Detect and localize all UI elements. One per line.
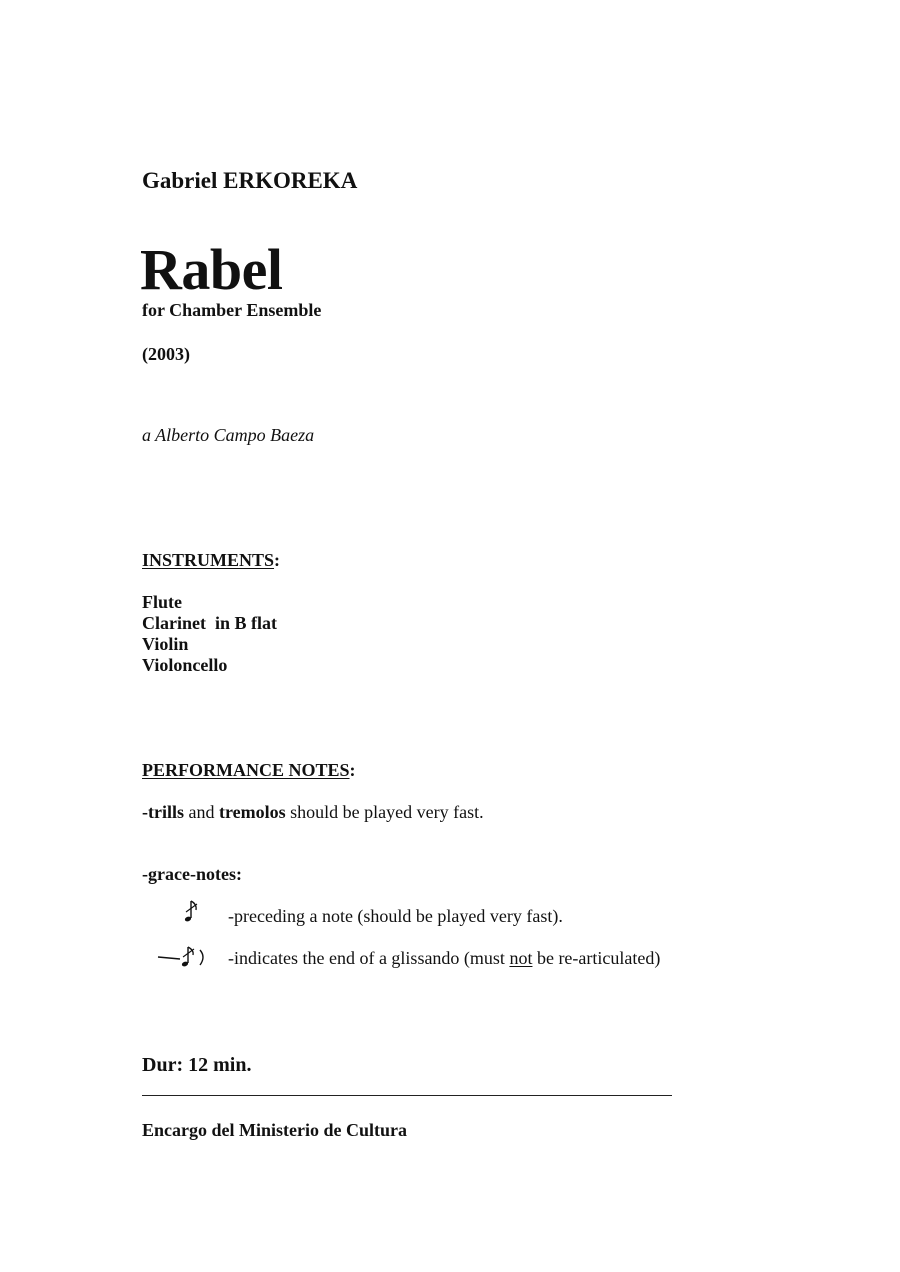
glissando-text-after: be re-articulated) bbox=[532, 948, 661, 968]
commission-note: Encargo del Ministerio de Cultura bbox=[142, 1120, 407, 1140]
divider-line bbox=[142, 1095, 672, 1096]
instrument-item: Violoncello bbox=[142, 655, 228, 675]
trills-dash: - bbox=[142, 802, 148, 822]
work-title: Rabel bbox=[140, 237, 283, 302]
tremolos-word: tremolos bbox=[219, 802, 286, 822]
instrument-item: Clarinet in B flat bbox=[142, 613, 277, 633]
duration: Dur: 12 min. bbox=[142, 1054, 252, 1076]
performance-notes-heading bbox=[142, 760, 356, 781]
trills-and: and bbox=[184, 802, 219, 822]
instrument-item: Flute bbox=[142, 592, 182, 612]
glissando-grace-note-icon bbox=[156, 944, 210, 970]
performance-notes-heading-colon: : bbox=[349, 760, 356, 780]
performance-notes-heading-text: PERFORMANCE NOTES bbox=[142, 760, 350, 780]
trills-word: trills bbox=[148, 802, 184, 822]
instruments-heading-colon: : bbox=[274, 550, 281, 570]
instrument-item: Violin bbox=[142, 634, 189, 654]
work-subtitle: for Chamber Ensemble bbox=[142, 300, 322, 320]
instruments-heading bbox=[142, 550, 280, 571]
glissando-end-description bbox=[228, 948, 660, 969]
grace-notes-heading: -grace-notes: bbox=[142, 864, 242, 884]
composition-year: (2003) bbox=[142, 344, 190, 364]
grace-note-icon bbox=[180, 898, 202, 924]
trills-note bbox=[142, 802, 484, 823]
instruments-list bbox=[142, 592, 277, 676]
dedication: a Alberto Campo Baeza bbox=[142, 425, 315, 445]
composer-name: Gabriel ERKOREKA bbox=[142, 168, 358, 193]
trills-rest: should be played very fast. bbox=[285, 802, 484, 822]
grace-note-description: -preceding a note (should be played very fast). bbox=[228, 906, 563, 926]
instruments-heading-text: INSTRUMENTS bbox=[142, 550, 275, 570]
glissando-text-emphasis: not bbox=[509, 948, 533, 968]
glissando-text-before: -indicates the end of a glissando (must bbox=[228, 948, 510, 968]
